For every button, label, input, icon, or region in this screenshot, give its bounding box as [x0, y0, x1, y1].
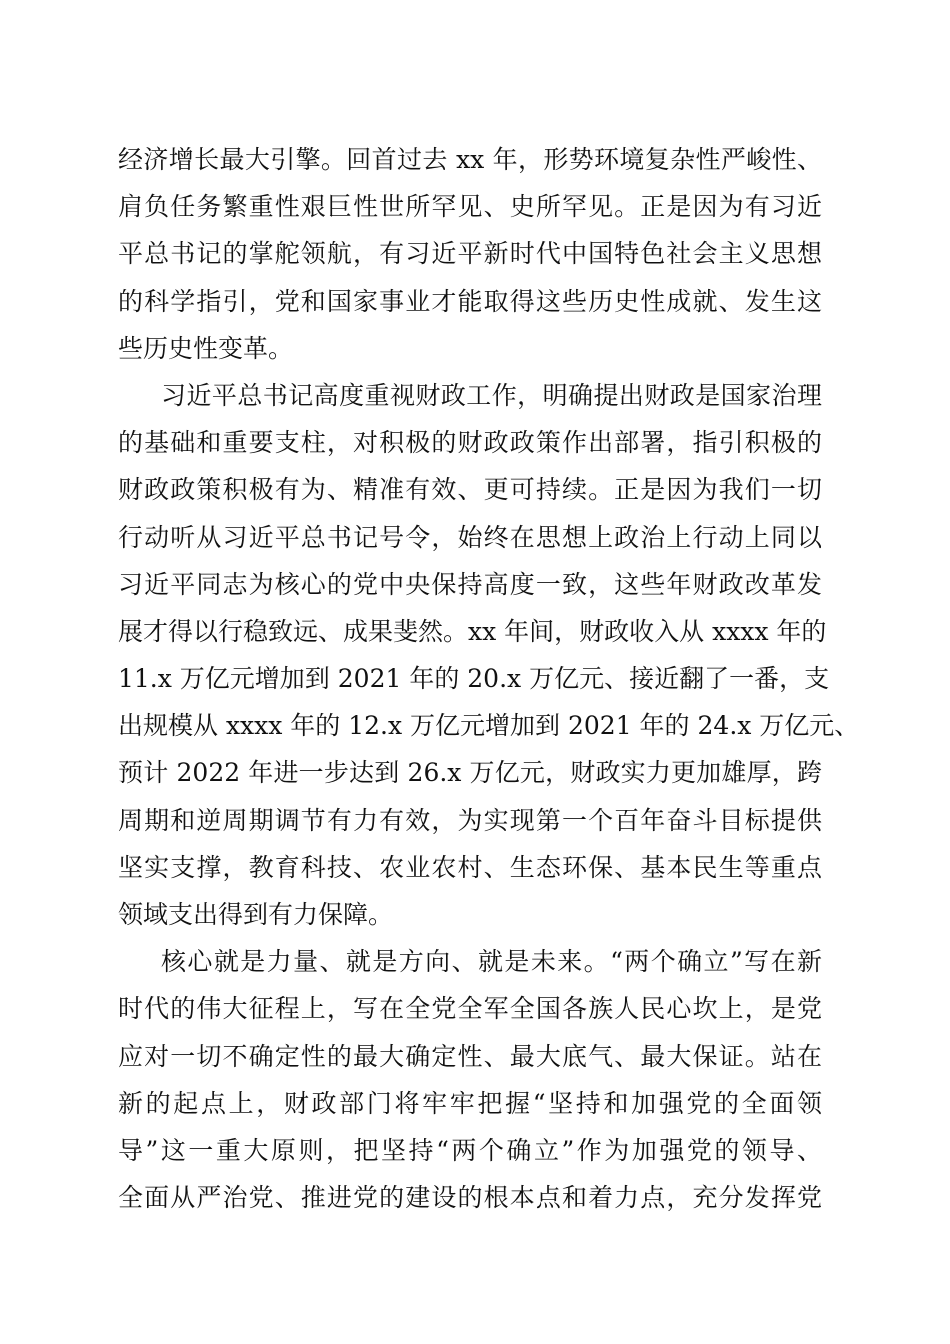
- text-line: 预计 2022 年进一步达到 26.x 万亿元，财政实力更加雄厚，跨: [118, 758, 822, 788]
- text-line: 新的起点上，财政部门将牢牢把握“坚持和加强党的全面领: [118, 1088, 822, 1118]
- text-line: 11.x 万亿元增加到 2021 年的 20.x 万亿元、接近翻了一番，支: [118, 664, 830, 694]
- text-line: 肩负任务繁重性艰巨性世所罕见、史所罕见。正是因为有习近: [118, 192, 822, 222]
- text-line: 的科学指引，党和国家事业才能取得这些历史性成就、发生这: [118, 286, 822, 316]
- text-line: 全面从严治党、推进党的建设的根本点和着力点，充分发挥党: [118, 1183, 822, 1213]
- text-line: 的基础和重要支柱，对积极的财政政策作出部署，指引积极的: [118, 428, 822, 458]
- text-line: 时代的伟大征程上，写在全党全军全国各族人民心坎上，是党: [118, 994, 822, 1024]
- text-line: 些历史性变革。: [118, 333, 294, 363]
- text-line: 平总书记的掌舵领航，有习近平新时代中国特色社会主义思想: [118, 239, 822, 269]
- text-line: 领域支出得到有力保障。: [118, 900, 394, 929]
- text-line: 应对一切不确定性的最大确定性、最大底气、最大保证。站在: [118, 1041, 822, 1071]
- text-line: 行动听从习近平总书记号令，始终在思想上政治上行动上同以: [118, 522, 822, 552]
- body-text: [118, 136, 860, 1221]
- text-line: 周期和逆周期调节有力有效，为实现第一个百年奋斗目标提供: [118, 805, 822, 835]
- text-line: 出规模从 xxxx 年的 12.x 万亿元增加到 2021 年的 24.x 万亿元、: [118, 711, 860, 741]
- text-line: 财政政策积极有为、精准有效、更可持续。正是因为我们一切: [118, 475, 822, 505]
- text-line: 经济增长最大引擎。回首过去 xx 年，形势环境复杂性严峻性、: [118, 145, 822, 174]
- paragraph-first-line: 核心就是力量、就是方向、就是未来。“两个确立”写在新: [161, 947, 822, 977]
- text-line: 导”这一重大原则，把坚持“两个确立”作为加强党的领导、: [118, 1135, 822, 1165]
- paragraph-first-line: 习近平总书记高度重视财政工作，明确提出财政是国家治理: [161, 380, 822, 410]
- text-line: 展才得以行稳致远、成果斐然。xx 年间，财政收入从 xxxx 年的: [118, 616, 827, 646]
- text-line: 习近平同志为核心的党中央保持高度一致，这些年财政改革发: [118, 569, 822, 599]
- text-line: 坚实支撑，教育科技、农业农村、生态环保、基本民生等重点: [118, 852, 822, 882]
